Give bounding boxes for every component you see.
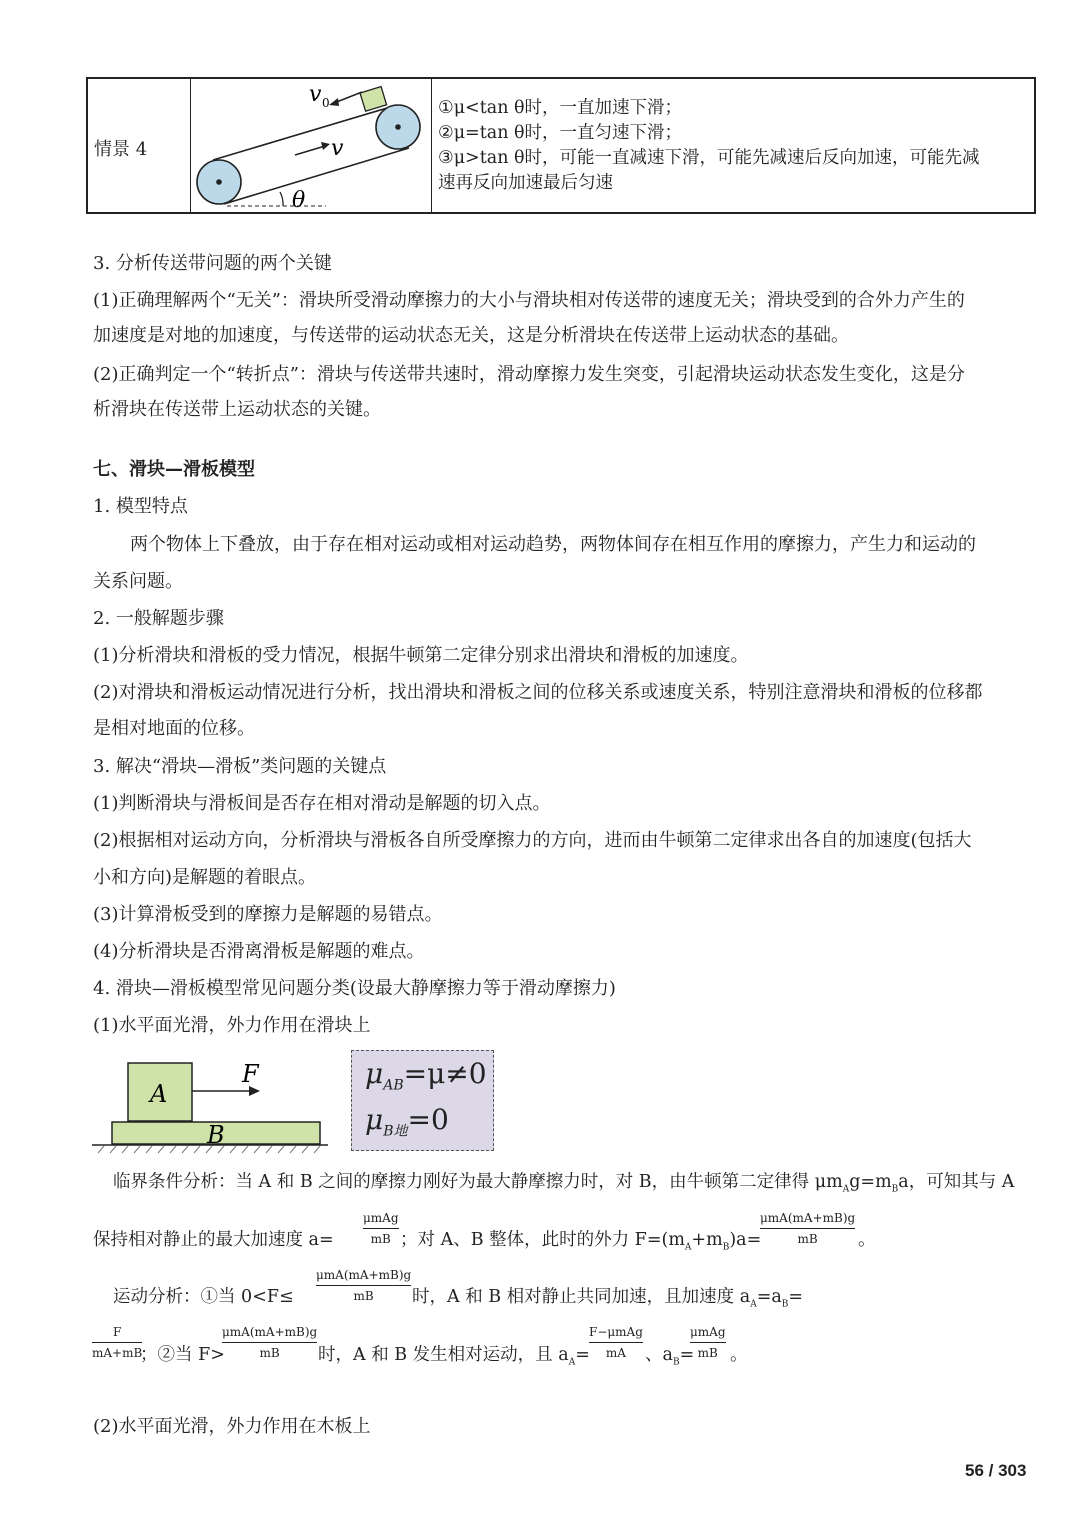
scenario-label: 情景 4 [94, 139, 148, 160]
critical-sub-b: B [891, 1184, 899, 1195]
case-line-4: 速再反向加速最后匀速 [438, 173, 613, 193]
case-2-title: (2)水平面光滑，外力作用在木板上 [93, 1416, 371, 1437]
motion-sub-d: B [672, 1357, 680, 1368]
v0-subscript: 0 [322, 96, 330, 110]
fraction-denominator: mB [370, 1232, 391, 1246]
fraction-denominator: mB [259, 1346, 280, 1360]
conveyor-p2-line2: 析滑块在传送带上运动状态的关键。 [93, 399, 381, 420]
section-p1-line2: 关系问题。 [93, 571, 183, 592]
motion-line-2c [645, 1343, 694, 1375]
motion-line-2-end: 。 [730, 1344, 748, 1365]
v-label: v [331, 136, 344, 161]
step-2-line2: 是相对地面的位移。 [93, 718, 255, 739]
critical-line-2a: 保持相对静止的最大加速度 a= [93, 1230, 334, 1250]
motion-text-a: 时，A 和 B 相对静止共同加速，且加速度 a [412, 1287, 751, 1307]
motion-text-d: 时，A 和 B 发生相对运动，且 a [318, 1345, 569, 1365]
conveyor-p2-line1: (2)正确判定一个“转折点”：滑块与传送带共速时，滑动摩擦力发生突变，引起滑块运动状态发生变化，这是分 [93, 364, 965, 385]
fraction-numerator: μmA(mA+mB)g [316, 1268, 412, 1282]
mu-ground-subscript: B地 [383, 1123, 408, 1140]
key-4: (4)分析滑块是否滑离滑板是解题的难点。 [93, 941, 425, 962]
case-1-title: (1)水平面光滑，外力作用在滑块上 [93, 1015, 371, 1036]
fraction-denominator: mA+mB [92, 1346, 143, 1360]
section-h4: 4. 滑块—滑板模型常见问题分类(设最大静摩擦力等于滑动摩擦力) [93, 978, 616, 999]
mu-ab-symbol: μ [365, 1057, 384, 1090]
motion-text-b: =a [756, 1287, 782, 1307]
fraction-denominator: mB [797, 1232, 818, 1246]
mu-ground-symbol: μ [365, 1103, 384, 1136]
critical-text-c: a，可知其与 A [898, 1172, 1015, 1192]
section-h1: 1. 模型特点 [93, 496, 188, 517]
board-b-label: B [207, 1121, 225, 1149]
key-2-line1: (2)根据相对运动方向，分析滑块与滑板各自所受摩擦力的方向，进而由牛顿第二定律求出各自的加速度(包括大 [93, 830, 972, 851]
critical-text-b: g=m [849, 1172, 892, 1192]
fraction-numerator: μmAg [690, 1325, 726, 1339]
conveyor-figure-cell [191, 79, 432, 212]
fraction-denominator: mB [697, 1346, 718, 1360]
step-2-line1: (2)对滑块和滑板运动情况进行分析，找出滑块和滑板之间的位移关系或速度关系，特别注意滑块和滑板的位移都 [93, 682, 983, 703]
fraction-numerator: μmA(mA+mB)g [222, 1325, 318, 1339]
conveyor-p1-line1: (1)正确理解两个“无关”：滑块所受滑动摩擦力的大小与滑块相对传送带的速度无关；滑块受到的合外力产生的 [93, 290, 965, 311]
mu-ground-value: =0 [407, 1103, 449, 1136]
case-line-3: ③μ>tan θ时，可能一直减速下滑，可能先减速后反向加速，可能先减 [438, 148, 980, 168]
scenario-label-cell [88, 79, 191, 212]
case-line-1: ①μ<tan θ时，一直加速下滑； [438, 98, 683, 118]
block-acceleration-fraction [589, 1325, 643, 1360]
critical-sub-a: A [842, 1184, 850, 1195]
mu-ab-subscript: AB [383, 1077, 404, 1094]
critical-line-1 [113, 1170, 1014, 1202]
inclined-conveyor-diagram [191, 79, 431, 212]
step-1: (1)分析滑块和滑板的受力情况，根据牛顿第二定律分别求出滑块和滑板的加速度。 [93, 645, 749, 666]
fraction-denominator: mA [605, 1346, 626, 1360]
critical-line-2b [400, 1228, 761, 1260]
section-title: 七、滑块—滑板模型 [93, 459, 255, 480]
key-2-line2: 小和方向)是解题的着眼点。 [93, 867, 317, 888]
critical-sub-d: B [722, 1242, 730, 1253]
section-h3: 3. 解决“滑块—滑板”类问题的关键点 [93, 756, 387, 777]
case-line-2: ②μ=tan θ时，一直匀速下滑； [438, 123, 683, 143]
block-a-label: A [150, 1080, 168, 1108]
motion-line-2b [318, 1343, 590, 1375]
friction-coefficient-box [351, 1050, 494, 1151]
motion-line-1b [412, 1285, 803, 1317]
max-acceleration-fraction [363, 1211, 399, 1246]
critical-sub-c: A [684, 1242, 692, 1253]
block-board-diagram [92, 1052, 328, 1154]
motion-sub-c: A [568, 1357, 576, 1368]
critical-line-2-end: 。 [858, 1229, 876, 1250]
fraction-denominator: mB [353, 1289, 374, 1303]
threshold-force-fraction-1 [316, 1268, 411, 1303]
motion-text-e: = [575, 1345, 590, 1365]
critical-text-d: ；对 A、B 整体，此时的外力 F=(m [400, 1230, 685, 1250]
conveyor-p1-line2: 加速度是对地的加速度，与传送带的运动状态无关，这是分析滑块在传送带上运动状态的基础。 [93, 325, 849, 346]
fraction-numerator: F−μmAg [589, 1325, 643, 1339]
critical-text-f: )a= [729, 1230, 762, 1250]
motion-text-f: 、a [645, 1345, 673, 1365]
key-1: (1)判断滑块与滑板间是否存在相对滑动是解题的切入点。 [93, 793, 551, 814]
v0-label: v [309, 82, 322, 107]
conveyor-heading: 3. 分析传送带问题的两个关键 [93, 253, 332, 274]
motion-sub-a: A [750, 1299, 757, 1310]
common-acceleration-fraction [92, 1325, 142, 1360]
fraction-numerator: μmAg [363, 1211, 399, 1225]
section-h2: 2. 一般解题步骤 [93, 608, 224, 629]
slider-block [360, 87, 387, 112]
section-p1-line1: 两个物体上下叠放，由于存在相对运动或相对运动趋势，两物体间存在相互作用的摩擦力，产生力和运动的 [130, 534, 976, 555]
mu-ab-value: =μ≠0 [403, 1057, 487, 1090]
force-label: F [242, 1060, 259, 1088]
scenario-description-cell [432, 79, 1034, 212]
threshold-force-fraction-2 [222, 1325, 317, 1360]
scenario-table [86, 77, 1036, 214]
key-3: (3)计算滑板受到的摩擦力是解题的易错点。 [93, 904, 443, 925]
motion-sub-b: B [781, 1299, 789, 1310]
motion-text-g: = [679, 1345, 695, 1365]
theta-label: θ [292, 188, 306, 212]
board-acceleration-fraction [690, 1325, 726, 1360]
page-number: 56 / 303 [965, 1461, 1027, 1480]
motion-line-2a: ；②当 F> [140, 1345, 225, 1365]
critical-text-a: 临界条件分析：当 A 和 B 之间的摩擦力刚好为最大静摩擦力时，对 B，由牛顿第二定律得 μm [113, 1172, 843, 1192]
motion-text-c: = [788, 1287, 804, 1307]
fraction-numerator: F [112, 1325, 122, 1339]
motion-line-1a: 运动分析：①当 0<F≤ [113, 1287, 294, 1307]
fraction-numerator: μmA(mA+mB)g [760, 1211, 856, 1225]
critical-force-fraction [760, 1211, 855, 1246]
critical-text-e: +m [691, 1230, 723, 1250]
